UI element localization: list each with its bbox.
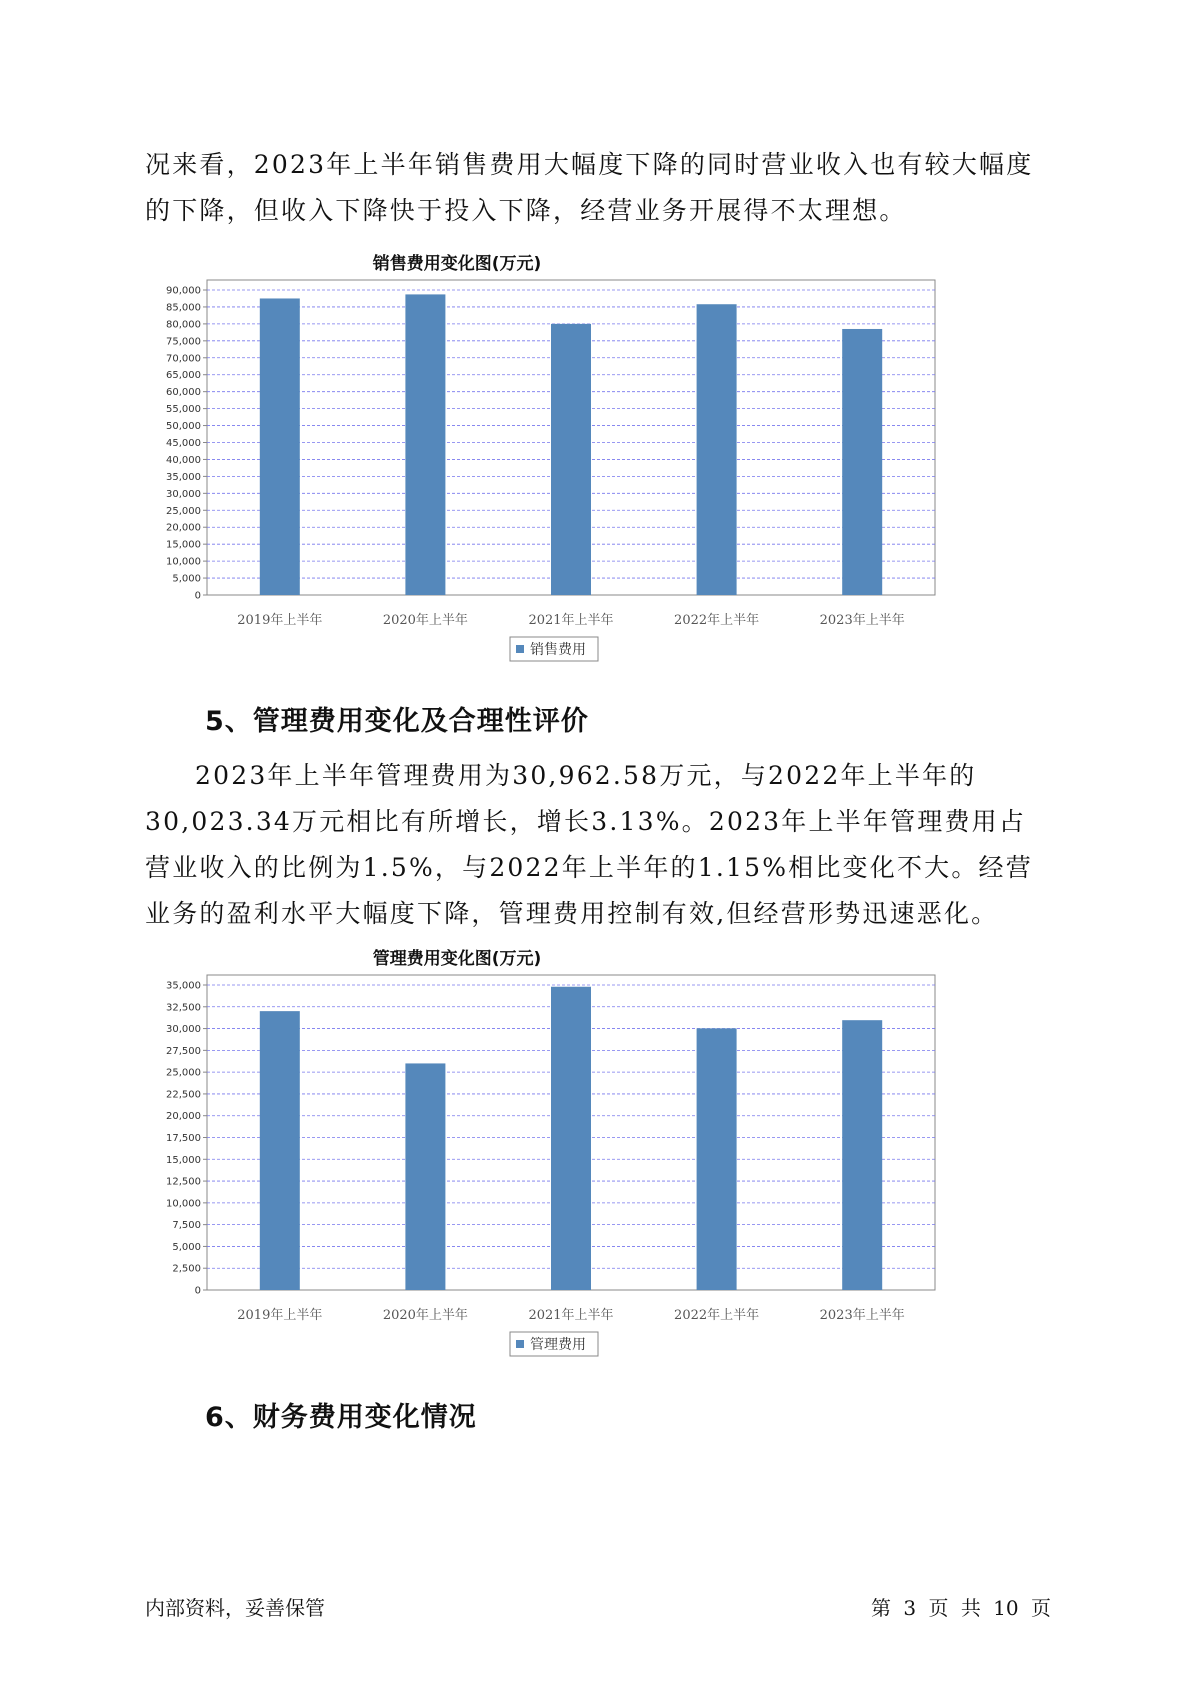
y-tick-label: 70,000 bbox=[166, 353, 201, 365]
y-tick-label: 35,000 bbox=[166, 980, 201, 992]
paragraph-admin: 2023年上半年管理费用为30,962.58万元，与2022年上半年的30,023.34万元相比有所增长，增长3.13%。2023年上半年管理费用占营业收入的比例为1.5%，与2022年上半年的1.15%相比变化不大。经营业务的盈利水平大幅度下降，管理费用控制有效,但经营形势迅速恶化。 bbox=[145, 761, 1033, 928]
section-6-heading: 6、财务费用变化情况 bbox=[205, 1402, 477, 1433]
y-tick-label: 2,500 bbox=[172, 1263, 201, 1275]
x-tick-label: 2020年上半年 bbox=[382, 613, 468, 628]
legend-swatch bbox=[516, 645, 524, 653]
y-tick-label: 12,500 bbox=[166, 1176, 201, 1188]
bar bbox=[842, 1020, 882, 1290]
footer-page-number: 第 3 页 共 10 页 bbox=[871, 1596, 1051, 1620]
chart-title: 管理费用变化图(万元) bbox=[372, 949, 542, 969]
y-tick-label: 0 bbox=[194, 590, 201, 602]
bar bbox=[405, 294, 445, 595]
x-tick-label: 2019年上半年 bbox=[237, 1308, 323, 1323]
x-tick-label: 2022年上半年 bbox=[674, 1308, 760, 1323]
paragraph-intro: 况来看，2023年上半年销售费用大幅度下降的同时营业收入也有较大幅度的下降，但收入下降快于投入下降，经营业务开展得不太理想。 bbox=[145, 150, 1034, 225]
y-tick-label: 55,000 bbox=[166, 404, 201, 416]
y-tick-label: 0 bbox=[194, 1285, 201, 1297]
y-tick-label: 5,000 bbox=[172, 573, 201, 585]
y-tick-label: 20,000 bbox=[166, 522, 201, 534]
y-tick-label: 50,000 bbox=[166, 421, 201, 433]
y-tick-label: 10,000 bbox=[166, 556, 201, 568]
y-tick-label: 60,000 bbox=[166, 387, 201, 399]
y-tick-label: 35,000 bbox=[166, 471, 201, 483]
sales-expense-chart-svg bbox=[145, 245, 1045, 685]
bar bbox=[260, 1011, 300, 1290]
y-tick-label: 90,000 bbox=[166, 285, 201, 297]
bar bbox=[551, 324, 591, 595]
x-tick-label: 2021年上半年 bbox=[528, 1308, 614, 1323]
y-tick-label: 30,000 bbox=[166, 1024, 201, 1036]
section-5-heading: 5、管理费用变化及合理性评价 bbox=[205, 706, 589, 737]
x-tick-label: 2019年上半年 bbox=[237, 613, 323, 628]
y-tick-label: 75,000 bbox=[166, 336, 201, 348]
bar bbox=[551, 987, 591, 1290]
bar bbox=[697, 1028, 737, 1290]
y-tick-label: 45,000 bbox=[166, 438, 201, 449]
sales-expense-chart bbox=[145, 245, 1045, 685]
x-tick-label: 2023年上半年 bbox=[819, 1308, 905, 1323]
legend-label: 销售费用 bbox=[530, 642, 586, 658]
y-tick-label: 15,000 bbox=[166, 1154, 201, 1166]
y-tick-label: 22,500 bbox=[166, 1089, 201, 1101]
legend-swatch bbox=[516, 1340, 524, 1348]
y-tick-label: 25,000 bbox=[166, 505, 201, 517]
bar bbox=[842, 329, 882, 595]
y-tick-label: 65,000 bbox=[166, 370, 201, 382]
y-tick-label: 17,500 bbox=[166, 1133, 201, 1144]
y-tick-label: 7,500 bbox=[172, 1220, 201, 1232]
x-tick-label: 2022年上半年 bbox=[674, 613, 760, 628]
y-tick-label: 10,000 bbox=[166, 1198, 201, 1210]
admin-expense-chart bbox=[145, 940, 1045, 1380]
y-tick-label: 27,500 bbox=[166, 1045, 201, 1057]
y-tick-label: 80,000 bbox=[166, 319, 201, 331]
admin-expense-chart-svg bbox=[145, 940, 1045, 1380]
footer-confidential-note: 内部资料，妥善保管 bbox=[145, 1596, 325, 1620]
y-tick-label: 5,000 bbox=[172, 1241, 201, 1253]
x-tick-label: 2020年上半年 bbox=[382, 1308, 468, 1323]
bar bbox=[697, 304, 737, 595]
y-tick-label: 40,000 bbox=[166, 454, 201, 466]
chart-title: 销售费用变化图(万元) bbox=[372, 254, 542, 274]
legend-label: 管理费用 bbox=[530, 1337, 586, 1353]
y-tick-label: 20,000 bbox=[166, 1111, 201, 1123]
y-tick-label: 25,000 bbox=[166, 1067, 201, 1079]
y-tick-label: 30,000 bbox=[166, 488, 201, 500]
y-tick-label: 32,500 bbox=[166, 1002, 201, 1014]
bar bbox=[260, 298, 300, 595]
bar bbox=[405, 1063, 445, 1290]
x-tick-label: 2023年上半年 bbox=[819, 613, 905, 628]
x-tick-label: 2021年上半年 bbox=[528, 613, 614, 628]
y-tick-label: 85,000 bbox=[166, 302, 201, 314]
y-tick-label: 15,000 bbox=[166, 539, 201, 551]
